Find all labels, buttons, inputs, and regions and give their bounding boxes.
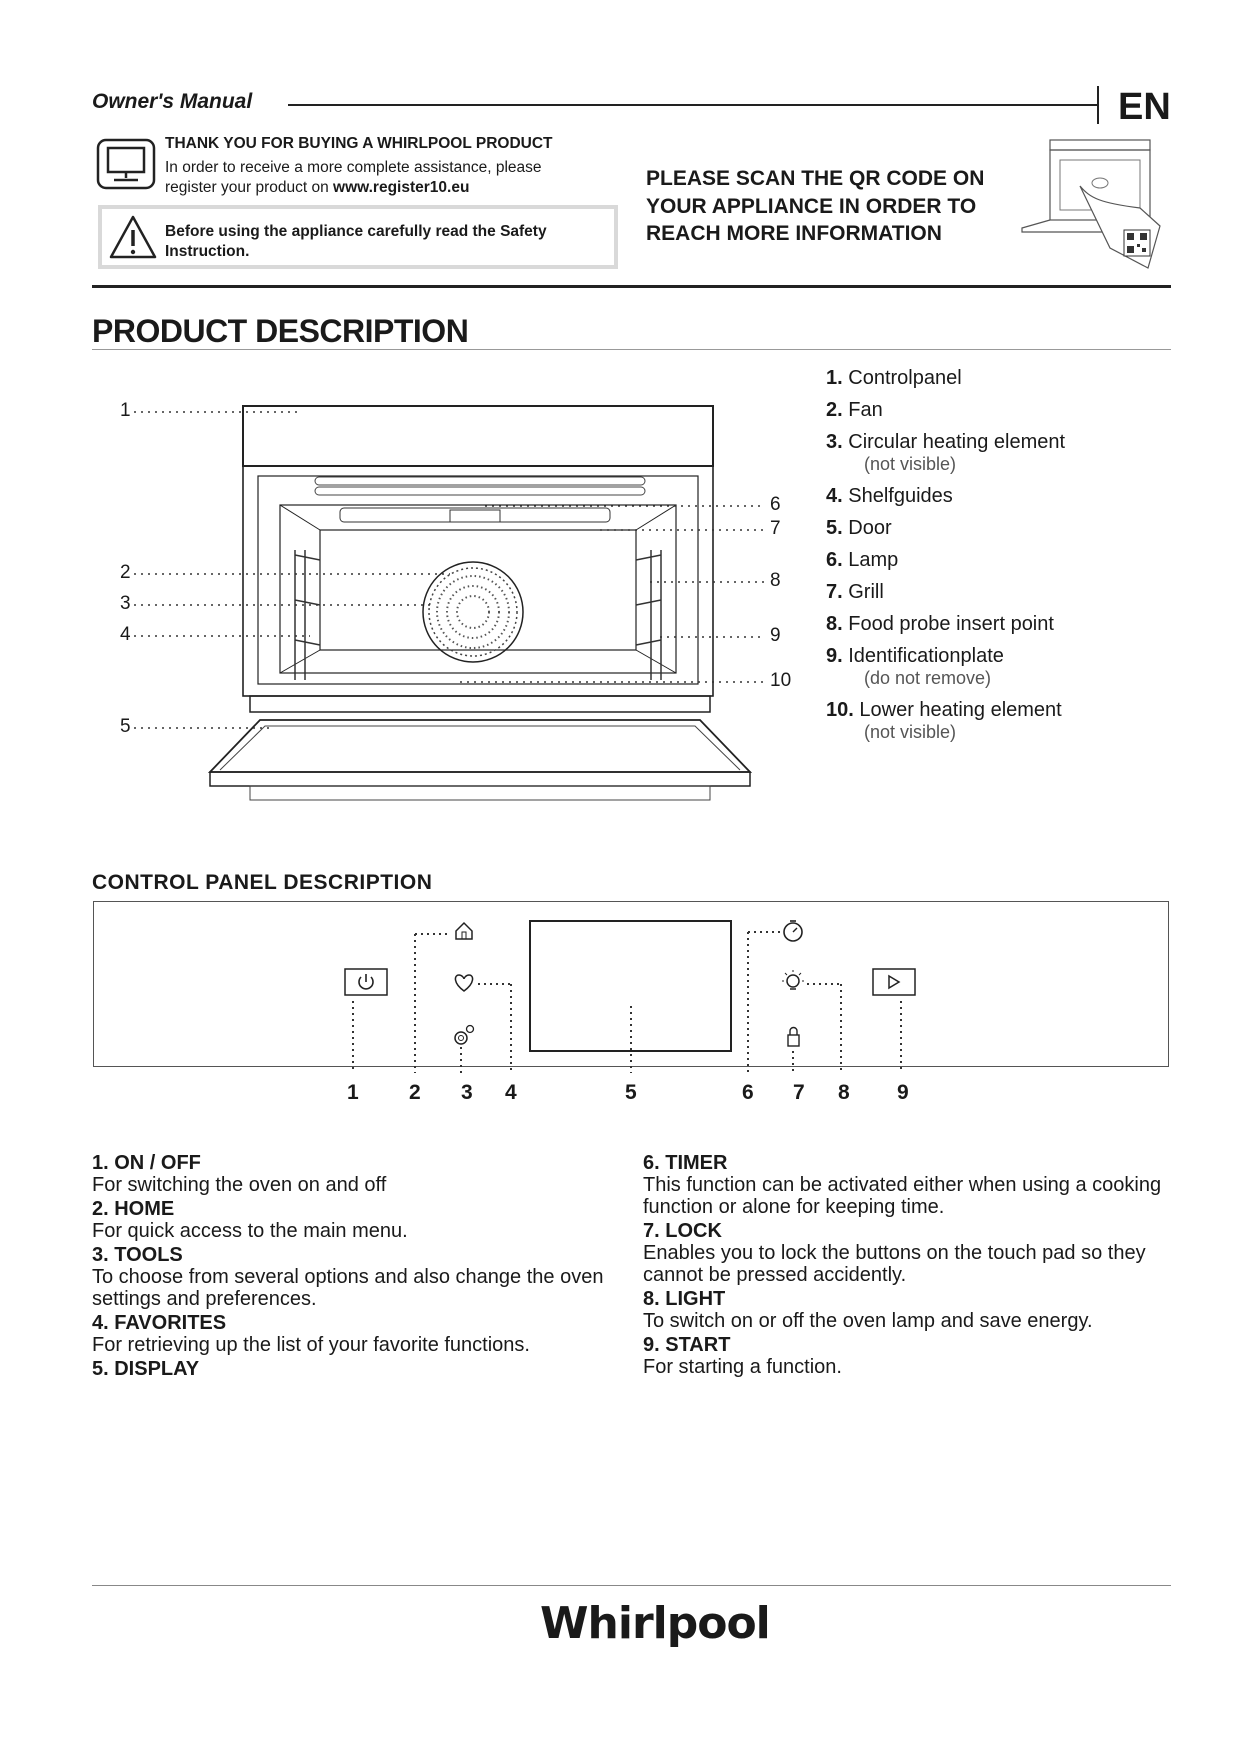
diagram-label-4: 4	[120, 624, 131, 645]
item-title: 8. LIGHT	[643, 1288, 726, 1310]
item-desc: For switching the oven on and off	[92, 1174, 387, 1196]
item-desc: This function can be activated either when using a cooking function or alone for keeping time.	[643, 1174, 1162, 1218]
diagram-label-5: 5	[120, 716, 131, 737]
item-title: 2. HOME	[92, 1198, 175, 1220]
control-panel-diagram	[93, 901, 1169, 1081]
item-desc: To choose from several options and also change the oven settings and preferences.	[92, 1266, 604, 1310]
list-item: 6. Lamp	[826, 549, 899, 571]
control-panel-heading: CONTROL PANEL DESCRIPTION	[92, 871, 433, 894]
safety-warning-text: Before using the appliance carefully read the Safety Instruction.	[165, 223, 547, 260]
diagram-label-1: 1	[120, 400, 131, 421]
parts-list	[826, 362, 1065, 748]
item-desc: For retrieving up the list of your favorite functions.	[92, 1334, 530, 1356]
registration-body: In order to receive a more complete assistance, please register your product on www.register10.eu	[165, 159, 542, 196]
item-desc: For quick access to the main menu.	[92, 1220, 408, 1242]
list-item: 3. Circular heating element (not visible)	[826, 431, 1066, 474]
panel-number-5: 5	[625, 1081, 637, 1104]
list-item: 1. Controlpanel	[826, 367, 962, 389]
panel-number-6: 6	[742, 1081, 754, 1104]
diagram-label-2: 2	[120, 562, 131, 583]
home-icon[interactable]	[456, 923, 472, 939]
panel-number-4: 4	[505, 1081, 517, 1104]
diagram-label-7: 7	[770, 518, 781, 539]
diagram-label-6: 6	[770, 494, 781, 515]
light-icon[interactable]	[782, 970, 804, 989]
oven-qr-illustration	[1020, 138, 1170, 272]
heading-rule	[92, 349, 1171, 350]
diagram-label-3: 3	[120, 593, 131, 614]
list-item: 9. Identificationplate (do not remove)	[826, 645, 1004, 688]
heart-icon[interactable]	[455, 975, 472, 991]
timer-icon[interactable]	[784, 921, 802, 941]
manual-title: Owner's Manual	[92, 90, 253, 113]
language-code: EN	[1118, 86, 1171, 128]
control-descriptions-left	[92, 1150, 612, 1380]
list-item: 2. Fan	[826, 399, 883, 421]
list-item: 7. Grill	[826, 581, 884, 603]
item-desc: To switch on or off the oven lamp and save energy.	[643, 1310, 1093, 1332]
diagram-label-8: 8	[770, 570, 781, 591]
registration-url[interactable]: www.register10.eu	[333, 179, 470, 196]
item-title: 3. TOOLS	[92, 1244, 183, 1266]
item-title: 1. ON / OFF	[92, 1152, 201, 1174]
list-item: 10. Lower heating element (not visible)	[826, 699, 1062, 742]
tools-icon[interactable]	[455, 1026, 474, 1045]
diagram-label-9: 9	[770, 625, 781, 646]
header-tick	[1097, 86, 1099, 124]
footer-rule	[92, 1585, 1171, 1586]
qr-instruction: PLEASE SCAN THE QR CODE ON YOUR APPLIANCE IN ORDER TO REACH MORE INFORMATION	[646, 167, 985, 245]
list-item: 8. Food probe insert point	[826, 613, 1054, 635]
power-icon[interactable]	[345, 969, 387, 995]
panel-number-9: 9	[897, 1081, 909, 1104]
panel-number-2: 2	[409, 1081, 421, 1104]
product-description-heading: PRODUCT DESCRIPTION	[92, 313, 469, 349]
item-title: 4. FAVORITES	[92, 1312, 227, 1334]
item-desc: For starting a function.	[643, 1356, 842, 1378]
start-icon[interactable]	[873, 969, 915, 995]
panel-number-7: 7	[793, 1081, 805, 1104]
monitor-icon	[96, 138, 156, 192]
lock-icon[interactable]	[788, 1028, 799, 1047]
list-item: 5. Door	[826, 517, 892, 539]
warning-icon	[108, 214, 158, 260]
header-rule	[288, 104, 1098, 106]
item-title: 9. START	[643, 1334, 731, 1356]
panel-number-8: 8	[838, 1081, 850, 1104]
item-title: 7. LOCK	[643, 1220, 722, 1242]
registration-title: THANK YOU FOR BUYING A WHIRLPOOL PRODUCT	[165, 135, 553, 152]
item-title: 5. DISPLAY	[92, 1358, 200, 1380]
diagram-label-10: 10	[770, 670, 792, 691]
item-title: 6. TIMER	[643, 1152, 728, 1174]
oven-diagram	[110, 390, 810, 810]
brand-logo: Whirlpool	[540, 1598, 770, 1649]
item-desc: Enables you to lock the buttons on the touch pad so they cannot be pressed accidently.	[643, 1242, 1146, 1286]
panel-number-3: 3	[461, 1081, 473, 1104]
list-item: 4. Shelfguides	[826, 485, 953, 507]
control-descriptions-right	[643, 1150, 1163, 1380]
panel-number-1: 1	[347, 1081, 359, 1104]
section-divider	[92, 285, 1171, 288]
